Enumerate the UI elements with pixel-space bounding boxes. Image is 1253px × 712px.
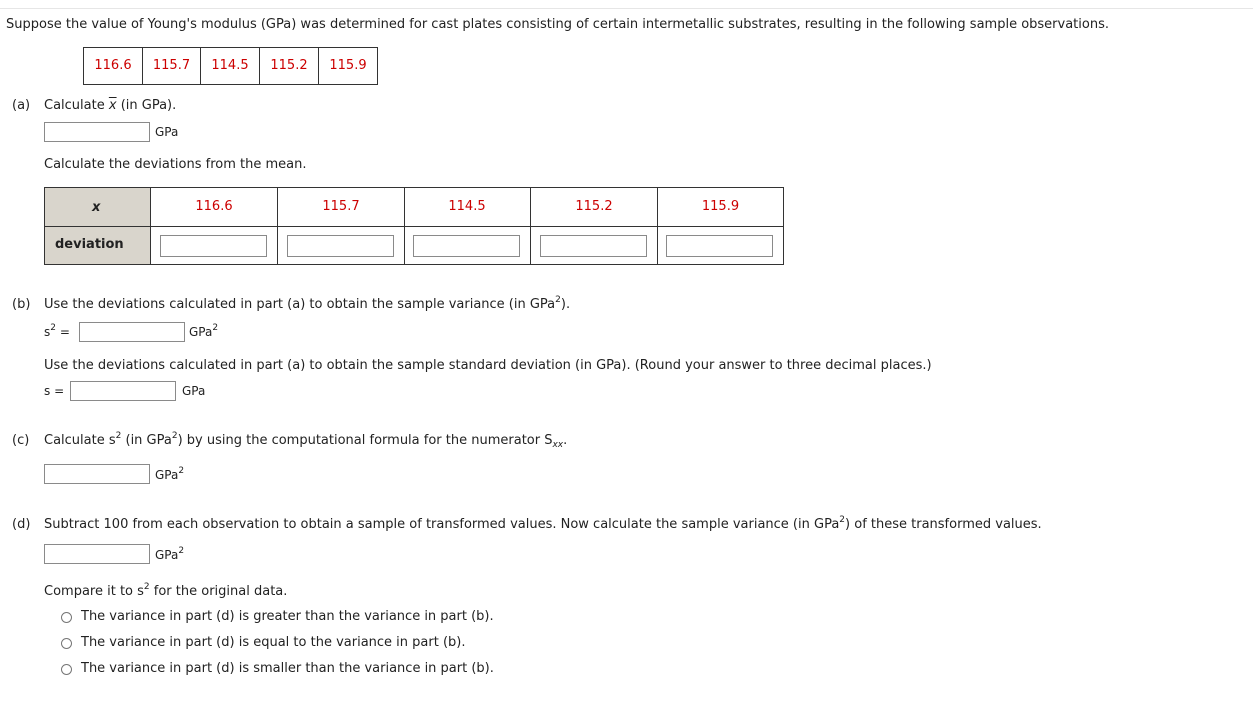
observations-table xyxy=(83,47,378,85)
deviation-input-4[interactable] xyxy=(540,235,647,257)
x-value-cell: 114.5 xyxy=(404,188,531,226)
observation-cell: 116.6 xyxy=(84,48,143,84)
part-c-prompt xyxy=(44,433,567,448)
s2-sup: 2 xyxy=(50,323,56,333)
option-equal-label[interactable]: The variance in part (d) is equal to the variance in part (b). xyxy=(81,635,466,650)
top-divider xyxy=(0,8,1253,9)
part-b-text-pre: Use the deviations calculated in part (a) to obtain the sample variance (in GPa xyxy=(44,297,556,312)
deviation-table xyxy=(44,187,784,265)
deviation-cell xyxy=(151,226,278,264)
part-c-text3: ) by using the computational formula for the numerator S xyxy=(177,433,553,448)
mean-unit: GPa xyxy=(155,125,179,139)
deviation-input-3[interactable] xyxy=(413,235,520,257)
x-value-cell: 115.2 xyxy=(531,188,658,226)
intro-text: Suppose the value of Young's modulus (GPa) was determined for cast plates consisting of certain intermetallic substrates, resulting in the following sample observations. xyxy=(6,17,1109,32)
part-c-text4: . xyxy=(563,433,568,448)
option-equal-radio[interactable] xyxy=(61,638,72,649)
option-greater-label[interactable]: The variance in part (d) is greater than the variance in part (b). xyxy=(81,609,494,624)
deviation-header: deviation xyxy=(55,237,124,252)
x-value-cell: 115.9 xyxy=(701,199,740,214)
observation-cell: 115.2 xyxy=(260,48,319,84)
x-value-cell: 115.7 xyxy=(278,188,405,226)
part-c-text1: Calculate s xyxy=(44,433,116,448)
part-c-sub: xx xyxy=(552,440,564,450)
x-header: x xyxy=(92,200,101,215)
x-header-cell xyxy=(45,188,151,226)
variance-unit-sup: 2 xyxy=(212,323,219,333)
deviation-cell xyxy=(531,226,658,264)
option-smaller-radio[interactable] xyxy=(61,664,72,675)
observation-cell: 114.5 xyxy=(201,48,260,84)
deviation-input-1[interactable] xyxy=(160,235,267,257)
sd-input[interactable] xyxy=(70,381,176,401)
deviation-cell xyxy=(404,226,531,264)
part-b-prompt xyxy=(44,297,570,312)
observation-cell: 115.7 xyxy=(143,48,201,84)
option-smaller-label[interactable]: The variance in part (d) is smaller than the variance in part (b). xyxy=(81,661,494,676)
s-symbol: s xyxy=(44,384,51,398)
deviation-input-2[interactable] xyxy=(287,235,394,257)
sd-prompt: Use the deviations calculated in part (a) to obtain the sample standard deviation (in GPa). (Round your answer to three decimal places.) xyxy=(44,358,932,373)
part-a-prompt xyxy=(44,98,176,113)
deviation-input-5[interactable] xyxy=(666,235,773,257)
s2-symbol: s xyxy=(44,325,51,339)
observation-cell: 115.9 xyxy=(329,58,367,73)
variance-unit-text: GPa xyxy=(189,325,213,339)
mean-input[interactable] xyxy=(44,122,150,142)
part-d-label: (d) xyxy=(12,517,31,532)
s2-eq: = xyxy=(59,325,70,339)
part-c-text2: (in GPa xyxy=(121,433,172,448)
part-b-text-post: ). xyxy=(560,297,571,312)
part-d-unit-sup: 2 xyxy=(178,546,185,556)
deviation-cell xyxy=(657,226,784,264)
compare-sup: 2 xyxy=(143,582,150,592)
part-d-text1: Subtract 100 from each observation to obtain a sample of transformed values. Now calculate the sample variance (in GPa xyxy=(44,517,840,532)
part-a-text-post: (in GPa). xyxy=(116,98,177,113)
sd-unit: GPa xyxy=(182,384,206,398)
transformed-variance-input[interactable] xyxy=(44,544,150,564)
part-d-sup: 2 xyxy=(839,515,846,525)
part-b-label: (b) xyxy=(12,297,31,312)
s2-label xyxy=(44,325,70,339)
x-value-cell: 116.6 xyxy=(151,188,278,226)
part-b-sup: 2 xyxy=(555,295,561,305)
deviation-header-cell xyxy=(45,226,151,264)
compare-pre: Compare it to s xyxy=(44,584,144,599)
deviation-cell xyxy=(278,226,405,264)
variance-unit xyxy=(189,325,218,339)
x-bar-symbol: $\overline{x}$ xyxy=(108,98,117,113)
part-a-label: (a) xyxy=(12,98,31,113)
part-c-sup2: 2 xyxy=(171,431,178,441)
compare-prompt xyxy=(44,584,287,599)
computational-variance-unit xyxy=(155,468,184,482)
transformed-variance-unit xyxy=(155,548,184,562)
variance-input[interactable] xyxy=(79,322,185,342)
computational-variance-input[interactable] xyxy=(44,464,150,484)
part-d-unit-text: GPa xyxy=(155,548,179,562)
part-c-unit-sup: 2 xyxy=(178,466,185,476)
part-c-label: (c) xyxy=(12,433,30,448)
deviations-prompt: Calculate the deviations from the mean. xyxy=(44,157,307,172)
option-greater-radio[interactable] xyxy=(61,612,72,623)
compare-post: for the original data. xyxy=(149,584,288,599)
s-eq: = xyxy=(54,384,65,398)
part-c-unit-text: GPa xyxy=(155,468,179,482)
s-label xyxy=(44,384,64,398)
part-d-prompt xyxy=(44,517,1042,532)
part-a-text-pre: Calculate xyxy=(44,98,109,113)
part-d-text2: ) of these transformed values. xyxy=(845,517,1042,532)
part-c-sup1: 2 xyxy=(115,431,122,441)
